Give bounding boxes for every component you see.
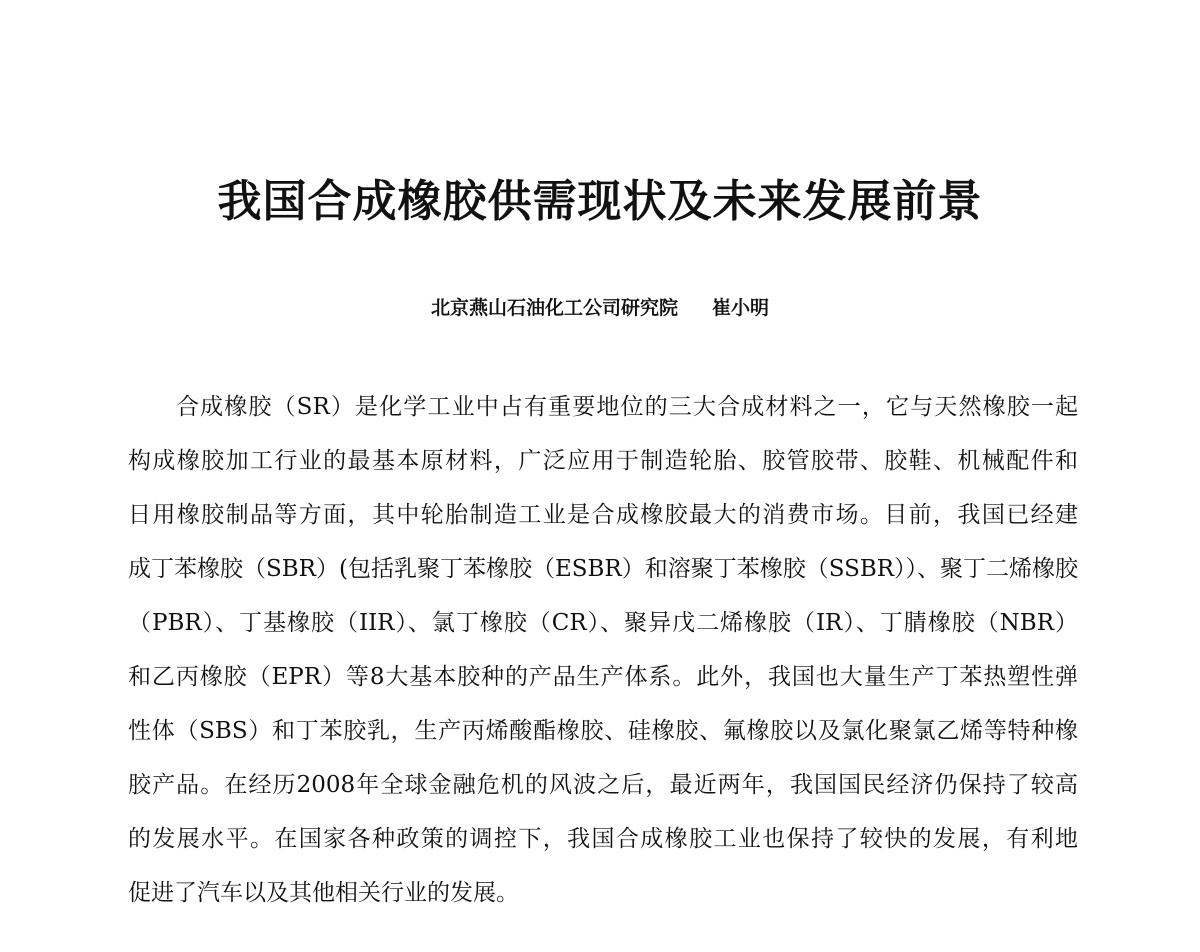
- body-paragraph: [128, 385, 1078, 925]
- paragraph-line: 成丁苯橡胶（SBR）(包括乳聚丁苯橡胶（ESBR）和溶聚丁苯橡胶（SSBR））、聚丁二烯橡胶: [128, 556, 1079, 582]
- byline: [0, 294, 1200, 322]
- paragraph-line: 性体（SBS）和丁苯胶乳，生产丙烯酸酯橡胶、硅橡胶、氟橡胶以及氯化聚氯乙烯等特种橡: [128, 718, 1078, 744]
- paragraph-line: 构成橡胶加工行业的最基本原材料，广泛应用于制造轮胎、胶管胶带、胶鞋、机械配件和: [128, 448, 1078, 474]
- document-title: 我国合成橡胶供需现状及未来发展前景: [217, 176, 983, 227]
- author-name: 崔小明: [712, 297, 770, 319]
- paragraph-line: （PBR）、丁基橡胶（IIR）、氯丁橡胶（CR）、聚异戊二烯橡胶（IR）、丁腈橡胶（NBR）: [128, 610, 1078, 636]
- paragraph-line: 的发展水平。在国家各种政策的调控下，我国合成橡胶工业也保持了较快的发展，有利地: [128, 826, 1078, 852]
- paragraph-line: 日用橡胶制品等方面，其中轮胎制造工业是合成橡胶最大的消费市场。目前，我国已经建: [128, 502, 1078, 528]
- paragraph-line: 促进了汽车以及其他相关行业的发展。: [128, 880, 519, 906]
- author-affiliation: 北京燕山石油化工公司研究院: [430, 297, 678, 319]
- paragraph-line: 合成橡胶（SR）是化学工业中占有重要地位的三大合成材料之一，它与天然橡胶一起: [176, 394, 1078, 420]
- paragraph-line: 和乙丙橡胶（EPR）等8大基本胶种的产品生产体系。此外，我国也大量生产丁苯热塑性弹: [128, 664, 1078, 690]
- paragraph-line: 胶产品。在经历2008年全球金融危机的风波之后，最近两年，我国国民经济仍保持了较高: [128, 772, 1078, 798]
